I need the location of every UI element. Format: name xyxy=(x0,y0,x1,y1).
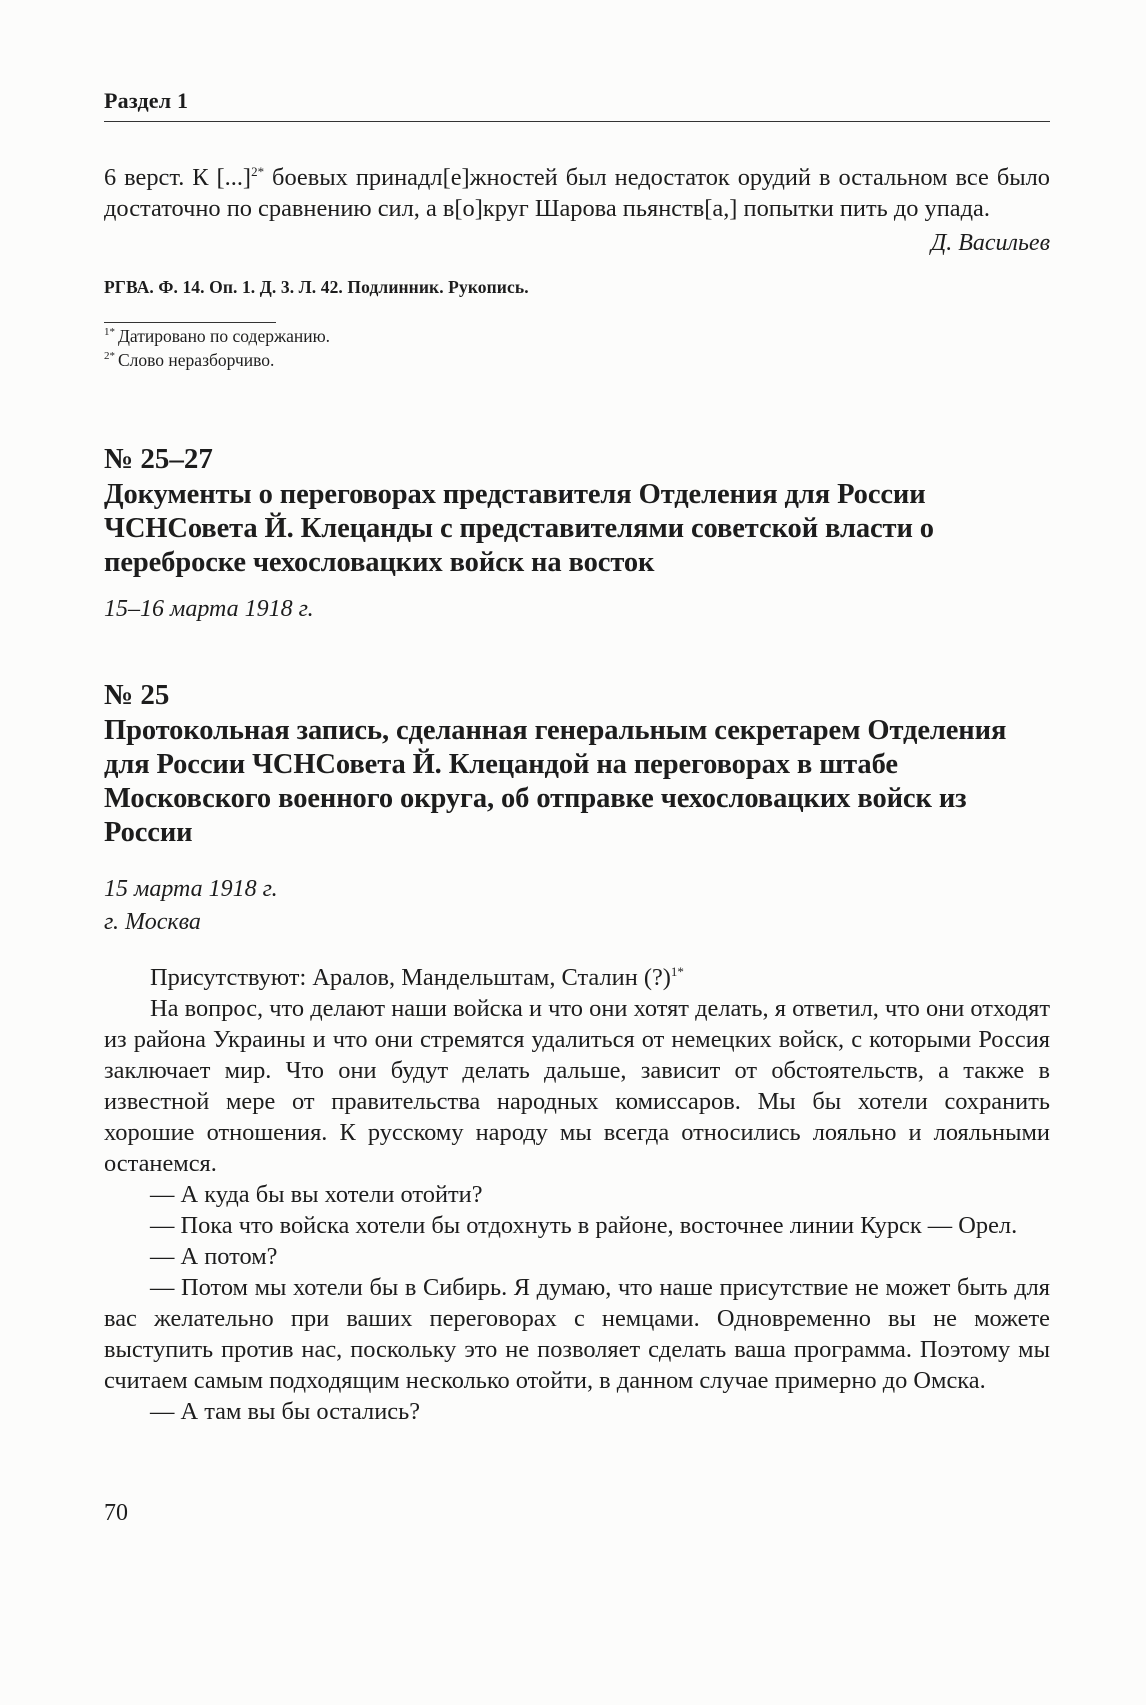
dialogue-line: — А там вы бы остались? xyxy=(150,1398,421,1425)
document-text xyxy=(104,962,1050,1427)
dialogue-line: — А куда бы вы хотели отойти? xyxy=(150,1181,483,1208)
header-rule xyxy=(104,121,1050,122)
footnote xyxy=(104,325,1050,347)
document-date: 15 марта 1918 г. xyxy=(104,876,278,902)
dialogue-line: — Пока что войска хотели бы отдохнуть в районе, восточнее линии Курск — Орел. xyxy=(150,1212,1018,1239)
document-number: № 25 xyxy=(104,679,170,711)
footnote-text: Слово неразборчиво. xyxy=(118,350,275,370)
footnote xyxy=(104,349,1050,371)
dialogue-line: — Потом мы хотели бы в Сибирь. Я думаю, что наше присутствие не может быть для вас желательно при ваших переговорах с немцами. Одновременно вы не можете выступить против нас, поскольку это не позволяет сделать ваша программа. Поэтому мы считаем самым подходящим несколько отойти, в данном случае примерно до Омска. xyxy=(104,1274,1050,1394)
signature: Д. Васильев xyxy=(930,230,1050,256)
archive-reference: РГВА. Ф. 14. Оп. 1. Д. 3. Л. 42. Подлинник. Рукопись. xyxy=(104,277,529,297)
document-title: Протокольная запись, сделанная генеральным секретарем Отделения для России ЧСНСовета Й. Клецандой на переговорах в штабе Московского военного округа, об отправке чехословацких войск из России xyxy=(104,715,1007,848)
footnote-mark: 2* xyxy=(104,350,115,363)
footnote-reference: 1* xyxy=(670,963,684,979)
page-number: 70 xyxy=(104,1500,128,1526)
section-date: 15–16 марта 1918 г. xyxy=(104,596,314,622)
footnote-reference: 2* xyxy=(251,163,265,179)
page-body xyxy=(104,162,1050,1427)
footnote-rule xyxy=(104,322,276,323)
section-title: Документы о переговорах представителя Отделения для России ЧСНСовета Й. Клецанды с представителями советской власти о переброске чехословацких войск на восток xyxy=(104,479,934,578)
document-place: г. Москва xyxy=(104,909,201,935)
footnote-text: Датировано по содержанию. xyxy=(118,326,331,346)
running-header xyxy=(104,88,1050,114)
attendees: Присутствуют: Аралов, Мандельштам, Сталин (?)$^{1*}$ xyxy=(150,963,684,991)
section-number: № 25–27 xyxy=(104,443,213,475)
footnote-mark: 1* xyxy=(104,326,115,339)
section-label: Раздел 1 xyxy=(104,88,189,113)
paragraph: На вопрос, что делают наши войска и что они хотят делать, я ответил, что они отходят из района Украины и что они стремятся удалиться от немецких войск, с которыми Россия заключает мир. Что они будут делать дальше, зависит от обстоятельств, а также в известной мере от правительства народных комиссаров. Мы бы хотели сохранить хорошие отношения. К русскому народу мы всегда относились лояльно и лояльными останемся. xyxy=(104,995,1050,1177)
previous-document-fragment: 6 верст. К [...]$^{2*}$ боевых принадл[е]жностей был недостаток орудий в остальном все было достаточно по сравнению сил, а в[о]круг Шарова пьянств[а,] попытки пить до упада. xyxy=(104,163,1051,222)
dialogue-line: — А потом? xyxy=(150,1243,278,1270)
